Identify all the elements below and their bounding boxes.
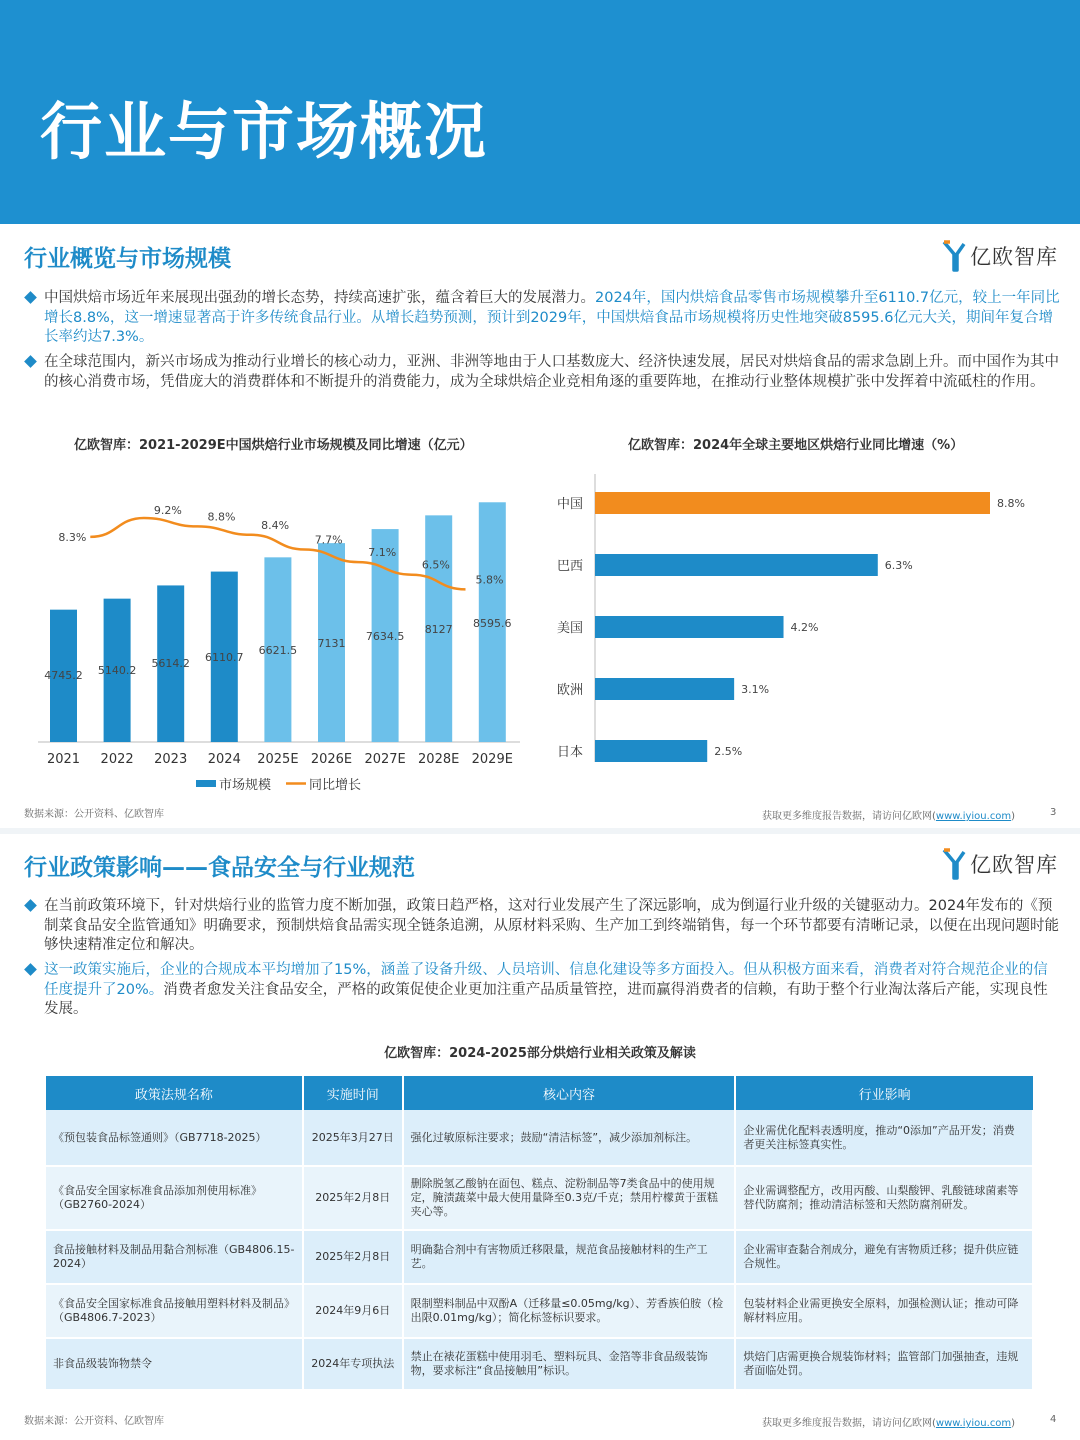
table-row bbox=[46, 1110, 1033, 1166]
iyiou-link[interactable]: www.iyiou.com bbox=[935, 811, 1012, 822]
x-tick-label: 2027E bbox=[364, 752, 406, 767]
x-tick-label: 2023 bbox=[154, 752, 188, 767]
policy-content: 明确黏合剂中有害物质迁移限量，规范食品接触材料的生产工艺。 bbox=[403, 1230, 736, 1284]
policy-bullet-1: 在当前政策环境下，针对烘焙行业的监管力度不断加强，政策日趋严格，这对行业发展产生了深远影响，成为倒逼行业升级的关键驱动力。2024年发布的《预制菜食品安全监管通知》明确要求，预制烘焙食品需实现全链条追溯，从原材料采购、生产加工到终端销售，每一个环节都要有清晰记录，以便在出现问题时能够快速精准定位和解决。 bbox=[24, 897, 1060, 956]
bar-美国 bbox=[595, 616, 784, 638]
policy-impact: 包装材料企业需更换安全原料，加强检测认证；推动可降解材料应用。 bbox=[735, 1284, 1033, 1338]
column-header: 实施时间 bbox=[303, 1076, 403, 1110]
policy-content: 限制塑料制品中双酚A（迁移量≤0.05mg/kg）、芳香族伯胺（检出限0.01mg/kg）；简化标签标识要求。 bbox=[403, 1284, 736, 1338]
bar-value-label: 5140.2 bbox=[97, 664, 137, 677]
policy-impact: 企业需审查黏合剂成分，避免有害物质迁移；提升供应链合规性。 bbox=[735, 1230, 1033, 1284]
logo bbox=[942, 848, 1058, 880]
bar-value-label: 4745.2 bbox=[44, 669, 83, 682]
section-title-overview: 行业概览与市场规模 bbox=[24, 246, 231, 272]
bar-value-label: 7131 bbox=[317, 637, 346, 650]
iyiou-link[interactable]: www.iyiou.com bbox=[935, 1418, 1012, 1429]
global-growth-chart bbox=[540, 470, 1060, 770]
bar-value-label: 5614.2 bbox=[151, 657, 190, 670]
logo-icon bbox=[942, 240, 966, 272]
policy-date: 2025年2月8日 bbox=[303, 1230, 403, 1284]
x-tick-label: 2021 bbox=[46, 752, 81, 767]
y-tick-label: 美国 bbox=[556, 621, 583, 636]
line-value-label: 8.3% bbox=[58, 530, 87, 544]
column-header: 行业影响 bbox=[735, 1076, 1033, 1110]
y-tick-label: 中国 bbox=[556, 497, 583, 512]
bar-value-label: 6.3% bbox=[884, 559, 913, 572]
bar-中国 bbox=[595, 492, 990, 514]
bar-value-label: 8.8% bbox=[997, 497, 1025, 510]
bar-value-label: 8127 bbox=[424, 623, 453, 636]
policy-impact: 企业需调整配方，改用丙酸、山梨酸钾、乳酸链球菌素等替代防腐剂；推动清洁标签和天然防腐剂研发。 bbox=[735, 1166, 1033, 1230]
bar-日本 bbox=[595, 740, 707, 762]
table-row bbox=[46, 1166, 1033, 1230]
market-size-chart bbox=[30, 470, 530, 800]
logo bbox=[942, 240, 1058, 272]
line-value-label: 8.8% bbox=[207, 510, 236, 524]
line-value-label: 8.4% bbox=[261, 518, 290, 532]
bar-巴西 bbox=[595, 554, 878, 576]
bar-value-label: 6110.7 bbox=[205, 651, 244, 664]
column-header: 核心内容 bbox=[403, 1076, 736, 1110]
policy-name: 食品接触材料及制品用黏合剂标准（GB4806.15-2024） bbox=[46, 1230, 303, 1284]
table-row bbox=[46, 1284, 1033, 1338]
legend-swatch-bar bbox=[196, 780, 216, 787]
data-source-note: 数据来源：公开资料、亿欧智库 bbox=[24, 1416, 164, 1427]
data-source-note: 数据来源：公开资料、亿欧智库 bbox=[24, 809, 164, 820]
x-tick-label: 2028E bbox=[418, 752, 460, 767]
policy-content: 强化过敏原标注要求；鼓励“清洁标签”，减少添加剂标注。 bbox=[403, 1110, 736, 1166]
legend-label: 同比增长 bbox=[309, 778, 362, 793]
policy-date: 2024年9月6日 bbox=[303, 1284, 403, 1338]
policy-name: 《预包装食品标签通则》（GB7718-2025） bbox=[46, 1110, 303, 1166]
line-value-label: 6.5% bbox=[421, 558, 450, 572]
y-tick-label: 日本 bbox=[556, 745, 583, 760]
policy-date: 2025年2月8日 bbox=[303, 1166, 403, 1230]
policy-bullet-2: 这一政策实施后，企业的合规成本平均增加了15%，涵盖了设备升级、人员培训、信息化建设等多方面投入。但从积极方面来看，消费者对符合规范企业的信任度提升了20%。消费者愈发关注食品安全，严格的政策促使企业更加注重产品质量管控，进而赢得消费者的信赖，有助于整个行业淘汰落后产能，实现良性发展。 bbox=[24, 961, 1060, 1020]
chart-title-market-size: 亿欧智库：2021-2029E中国烘焙行业市场规模及同比增速（亿元） bbox=[74, 438, 473, 453]
line-value-label: 7.7% bbox=[314, 533, 343, 547]
policy-name: 《食品安全国家标准食品接触用塑料材料及制品》（GB4806.7-2023） bbox=[46, 1284, 303, 1338]
line-value-label: 7.1% bbox=[368, 546, 397, 560]
policy-impact: 烘焙门店需更换合规装饰材料；监管部门加强抽查，违规者面临处罚。 bbox=[735, 1338, 1033, 1390]
policy-impact: 企业需优化配料表透明度，推动“0添加”产品开发；消费者更关注标签真实性。 bbox=[735, 1110, 1033, 1166]
x-tick-label: 2024 bbox=[207, 752, 241, 767]
x-tick-label: 2022 bbox=[100, 752, 134, 767]
legend-label: 市场规模 bbox=[219, 778, 272, 793]
bar-value-label: 2.5% bbox=[714, 745, 743, 758]
title-banner bbox=[0, 0, 1080, 224]
bullet-diamond-icon bbox=[24, 963, 37, 976]
line-value-label: 5.8% bbox=[475, 573, 504, 587]
column-header: 政策法规名称 bbox=[46, 1076, 303, 1110]
policy-name: 非食品级装饰物禁令 bbox=[46, 1338, 303, 1390]
table-row bbox=[46, 1338, 1033, 1390]
x-tick-label: 2026E bbox=[310, 752, 353, 767]
line-value-label: 9.2% bbox=[153, 504, 182, 517]
more-data-note: 获取更多维度报告数据，请访问亿欧网(www.iyiou.com) bbox=[762, 1418, 1016, 1429]
page-title: 行业与市场概况 bbox=[40, 95, 489, 168]
y-tick-label: 欧洲 bbox=[556, 683, 583, 698]
table-header-row bbox=[46, 1076, 1033, 1110]
policy-date: 2025年3月27日 bbox=[303, 1110, 403, 1166]
bar-value-label: 3.1% bbox=[741, 683, 770, 696]
y-tick-label: 巴西 bbox=[556, 559, 583, 574]
bar-value-label: 6621.5 bbox=[258, 644, 298, 657]
x-tick-label: 2029E bbox=[471, 752, 513, 767]
bullet-diamond-icon bbox=[24, 355, 37, 368]
policy-date: 2024年专项执法 bbox=[303, 1338, 403, 1390]
logo-text: 亿欧智库 bbox=[970, 245, 1058, 269]
bar-欧洲 bbox=[595, 678, 734, 700]
logo-icon bbox=[942, 848, 966, 880]
bullet-diamond-icon bbox=[24, 899, 37, 912]
bar-value-label: 8595.6 bbox=[473, 617, 512, 630]
page-number: 4 bbox=[1050, 1414, 1057, 1425]
policy-content: 禁止在裱花蛋糕中使用羽毛、塑料玩具、金箔等非食品级装饰物，要求标注“食品接触用”标识。 bbox=[403, 1338, 736, 1390]
overview-bullet-1: 中国烘焙市场近年来展现出强劲的增长态势，持续高速扩张，蕴含着巨大的发展潜力。2024年，国内烘焙食品零售市场规模攀升至6110.7亿元，较上一年同比增长8.8%，这一增速显著高于许多传统食品行业。从增长趋势预测，预计到2029年，中国烘焙食品市场规模将历史性地突破8595.6亿元大关，期间年复合增长率约达7.3%。 bbox=[24, 289, 1060, 348]
page-number: 3 bbox=[1050, 807, 1057, 818]
x-tick-label: 2025E bbox=[257, 752, 299, 767]
policy-table bbox=[46, 1076, 1034, 1391]
chart-title-global-growth: 亿欧智库：2024年全球主要地区烘焙行业同比增速（%） bbox=[628, 438, 964, 453]
table-row bbox=[46, 1230, 1033, 1284]
policy-name: 《食品安全国家标准食品添加剂使用标准》（GB2760-2024） bbox=[46, 1166, 303, 1230]
bar-value-label: 4.2% bbox=[790, 621, 819, 634]
logo-text: 亿欧智库 bbox=[970, 853, 1058, 877]
more-data-note: 获取更多维度报告数据，请访问亿欧网(www.iyiou.com) bbox=[762, 811, 1016, 822]
table-title: 亿欧智库：2024-2025部分烘焙行业相关政策及解读 bbox=[384, 1046, 696, 1061]
bullet-diamond-icon bbox=[24, 291, 37, 304]
bar-value-label: 7634.5 bbox=[365, 630, 405, 643]
section-title-policy: 行业政策影响——食品安全与行业规范 bbox=[24, 855, 415, 881]
policy-content: 删除脱氢乙酸钠在面包、糕点、淀粉制品等7类食品中的使用规定，腌渍蔬菜中最大使用量降至0.3克/千克；禁用柠檬黄于蛋糕夹心等。 bbox=[403, 1166, 736, 1230]
overview-bullet-2: 在全球范围内，新兴市场成为推动行业增长的核心动力，亚洲、非洲等地由于人口基数庞大、经济快速发展，居民对烘焙食品的需求急剧上升。而中国作为其中的核心消费市场，凭借庞大的消费群体和不断提升的消费能力，成为全球烘焙企业竞相角逐的重要阵地，在推动行业整体规模扩张中发挥着中流砥柱的作用。 bbox=[24, 353, 1060, 392]
page-divider bbox=[0, 828, 1080, 834]
